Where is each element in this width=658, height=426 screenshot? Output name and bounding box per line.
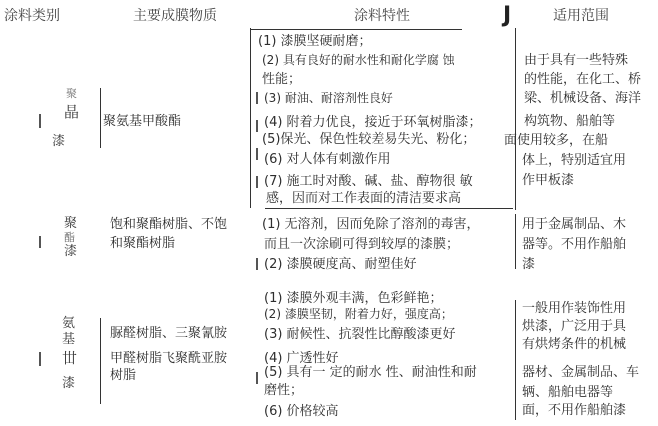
row1-category-char: 漆	[52, 134, 66, 149]
row1-category-char: 晶	[64, 103, 80, 121]
row3-scope: 辆、船舶电器等	[522, 385, 614, 400]
row1-scope: 体上，特别适宜用	[522, 153, 627, 168]
header-rule	[250, 29, 462, 30]
row2-property: 而且一次涂刷可得到较厚的漆膜；	[264, 237, 460, 252]
header-film-substance: 主要成膜物质	[133, 8, 217, 24]
row1-scope: 由于具有一些特殊	[524, 53, 629, 68]
row3-property: (4) 广透性好	[264, 351, 339, 366]
row3-scope: 面，不用作船舶漆	[522, 403, 627, 418]
row1-scope: 作甲板漆	[522, 173, 575, 188]
row1-property: (1) 漆膜坚硬耐磨；	[258, 34, 372, 49]
row1-property: (2) 具有良好的耐水性和耐化学腐 蚀	[262, 53, 455, 67]
row2-category-char: 聚	[64, 216, 78, 231]
bracket-mark	[256, 258, 258, 270]
bracket-mark	[39, 352, 41, 366]
row1-property: (4) 附着力优良，接近于环氧树脂漆；	[264, 115, 482, 130]
bracket-mark	[256, 372, 258, 384]
row2-scope: 器等。不用作船舶	[522, 237, 627, 252]
row3-film-substance: 甲醛树脂飞聚酰亚胺	[110, 351, 228, 366]
bracket-mark	[256, 176, 258, 188]
row3-film-substance: 脲醛树脂、三聚氰胺	[110, 326, 228, 341]
header-category: 涂料类别	[4, 8, 60, 24]
col-divider-scope-3	[515, 300, 516, 420]
row3-property: (2) 漆膜坚韧，附着力好，强度高；	[264, 307, 453, 321]
row1-property: (7) 施工时对酸、碱、盐、醇物很 敏	[264, 174, 473, 189]
row1-property: (6) 对人体有刺激作用	[264, 152, 391, 167]
row3-scope: 一般用作装饰性用	[522, 301, 627, 316]
col-divider-film-1	[100, 88, 101, 148]
row2-property: (2) 漆膜硬度高、耐塑佳好	[264, 257, 417, 272]
row2-scope: 漆	[522, 257, 536, 272]
bracket-mark	[39, 236, 41, 248]
row3-scope: 有烘烤条件的机械	[522, 337, 627, 352]
col-divider-properties	[250, 28, 251, 208]
row2-property: (1) 无溶剂，因而免除了溶剂的毒害，	[262, 217, 480, 232]
row1-scope: 的性能，在化工、桥	[524, 72, 642, 87]
row3-scope: 烘漆，广泛用于具	[522, 319, 627, 334]
header-mark: J	[503, 3, 512, 28]
header-properties: 涂料特性	[354, 8, 410, 24]
row1-property: (5)保光、保色性较差易失光、粉化；	[262, 132, 476, 147]
bracket-mark	[256, 120, 258, 132]
row2-scope: 用于金属制品、木	[522, 217, 627, 232]
bracket-mark	[39, 114, 41, 128]
col-divider-scope	[515, 28, 516, 210]
row1-film-substance: 聚氨基甲酸酯	[103, 114, 182, 129]
row2-film-substance: 和聚酯树脂	[110, 236, 176, 251]
header-scope: 适用范围	[553, 8, 609, 24]
row2-category-char: 漆	[64, 244, 78, 259]
row1-property: (3) 耐油、耐溶剂性良好	[264, 91, 393, 105]
row3-property: 磨性；	[264, 383, 304, 398]
row1-scope: 构筑物、船舶等	[524, 114, 616, 129]
row3-category-char: 丗	[62, 349, 78, 367]
row2-category-char: 酯	[64, 231, 75, 244]
row1-property: 感，因而对工作表面的清洁要求高	[266, 191, 462, 206]
row1-scope: 面使用较多，在船	[504, 133, 609, 148]
row1-property: 性能；	[262, 72, 302, 87]
row3-category-char: 漆	[62, 376, 76, 391]
col-divider-film-3	[100, 318, 101, 404]
row2-film-substance: 饱和聚酯树脂、不饱	[110, 217, 228, 232]
bracket-mark	[256, 148, 258, 160]
row1-scope: 梁、机械设备、海洋	[524, 91, 642, 106]
bracket-mark	[256, 92, 258, 104]
col-divider-scope-2	[515, 214, 516, 269]
row3-property: (5) 具有一 定的耐水 性、耐油性和耐	[264, 365, 477, 380]
row-divider-1	[265, 208, 513, 209]
row3-film-substance: 树脂	[110, 368, 137, 383]
row3-category-char: 基	[62, 332, 76, 347]
row3-category-char: 氨	[62, 316, 76, 331]
row3-property: (6) 价格较高	[264, 404, 339, 419]
row3-property: (3) 耐候性、抗裂性比醇酸漆更好	[264, 327, 456, 342]
row1-category-char: 聚	[66, 87, 77, 100]
row3-property: (1) 漆膜外观丰满，色彩鲜艳；	[264, 291, 443, 306]
row3-scope: 器材、金属制品、车	[522, 365, 640, 380]
